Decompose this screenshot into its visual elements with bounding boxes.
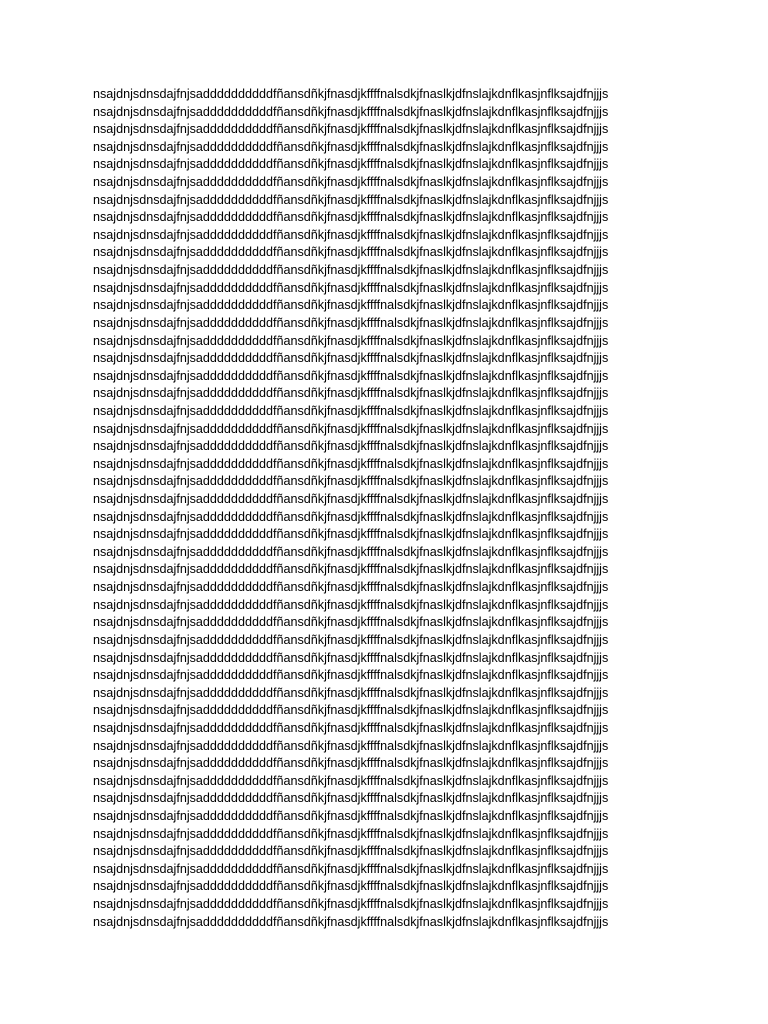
text-line: nsajdnjsdnsdajfnjsaddddddddddfñansdñkjfnasdjkffffnalsdkjfnaslkjdfnslajkdnflkasjnflksajdfnjjjs — [93, 650, 609, 665]
text-line: nsajdnjsdnsdajfnjsaddddddddddfñansdñkjfnasdjkffffnalsdkjfnaslkjdfnslajkdnflkasjnflksajdfnjjjs — [93, 773, 609, 788]
text-line: nsajdnjsdnsdajfnjsaddddddddddfñansdñkjfnasdjkffffnalsdkjfnaslkjdfnslajkdnflkasjnflksajdfnjjjs — [93, 738, 609, 753]
text-line: nsajdnjsdnsdajfnjsaddddddddddfñansdñkjfnasdjkffffnalsdkjfnaslkjdfnslajkdnflkasjnflksajdfnjjjs — [93, 562, 609, 577]
text-line: nsajdnjsdnsdajfnjsaddddddddddfñansdñkjfnasdjkffffnalsdkjfnaslkjdfnslajkdnflkasjnflksajdfnjjjs — [93, 826, 609, 841]
text-line: nsajdnjsdnsdajfnjsaddddddddddfñansdñkjfnasdjkffffnalsdkjfnaslkjdfnslajkdnflkasjnflksajdfnjjjs — [93, 509, 609, 524]
text-line: nsajdnjsdnsdajfnjsaddddddddddfñansdñkjfnasdjkffffnalsdkjfnaslkjdfnslajkdnflkasjnflksajdfnjjjs — [93, 192, 609, 207]
body-text — [93, 86, 693, 931]
text-line: nsajdnjsdnsdajfnjsaddddddddddfñansdñkjfnasdjkffffnalsdkjfnaslkjdfnslajkdnflkasjnflksajdfnjjjs — [93, 544, 609, 559]
text-line: nsajdnjsdnsdajfnjsaddddddddddfñansdñkjfnasdjkffffnalsdkjfnaslkjdfnslajkdnflkasjnflksajdfnjjjs — [93, 791, 609, 806]
text-line: nsajdnjsdnsdajfnjsaddddddddddfñansdñkjfnasdjkffffnalsdkjfnaslkjdfnslajkdnflkasjnflksajdfnjjjs — [93, 685, 609, 700]
text-line: nsajdnjsdnsdajfnjsaddddddddddfñansdñkjfnasdjkffffnalsdkjfnaslkjdfnslajkdnflkasjnflksajdfnjjjs — [93, 439, 609, 454]
text-line: nsajdnjsdnsdajfnjsaddddddddddfñansdñkjfnasdjkffffnalsdkjfnaslkjdfnslajkdnflkasjnflksajdfnjjjs — [93, 351, 609, 366]
text-line: nsajdnjsdnsdajfnjsaddddddddddfñansdñkjfnasdjkffffnalsdkjfnaslkjdfnslajkdnflkasjnflksajdfnjjjs — [93, 456, 609, 471]
text-line: nsajdnjsdnsdajfnjsaddddddddddfñansdñkjfnasdjkffffnalsdkjfnaslkjdfnslajkdnflkasjnflksajdfnjjjs — [93, 280, 609, 295]
text-line: nsajdnjsdnsdajfnjsaddddddddddfñansdñkjfnasdjkffffnalsdkjfnaslkjdfnslajkdnflkasjnflksajdfnjjjs — [93, 298, 609, 313]
text-line: nsajdnjsdnsdajfnjsaddddddddddfñansdñkjfnasdjkffffnalsdkjfnaslkjdfnslajkdnflkasjnflksajdfnjjjs — [93, 175, 609, 190]
text-line: nsajdnjsdnsdajfnjsaddddddddddfñansdñkjfnasdjkffffnalsdkjfnaslkjdfnslajkdnflkasjnflksajdfnjjjs — [93, 580, 609, 595]
text-line: nsajdnjsdnsdajfnjsaddddddddddfñansdñkjfnasdjkffffnalsdkjfnaslkjdfnslajkdnflkasjnflksajdfnjjjs — [93, 227, 609, 242]
text-line: nsajdnjsdnsdajfnjsaddddddddddfñansdñkjfnasdjkffffnalsdkjfnaslkjdfnslajkdnflkasjnflksajdfnjjjs — [93, 861, 609, 876]
text-line: nsajdnjsdnsdajfnjsaddddddddddfñansdñkjfnasdjkffffnalsdkjfnaslkjdfnslajkdnflkasjnflksajdfnjjjs — [93, 315, 609, 330]
text-line: nsajdnjsdnsdajfnjsaddddddddddfñansdñkjfnasdjkffffnalsdkjfnaslkjdfnslajkdnflkasjnflksajdfnjjjs — [93, 897, 609, 912]
text-line: nsajdnjsdnsdajfnjsaddddddddddfñansdñkjfnasdjkffffnalsdkjfnaslkjdfnslajkdnflkasjnflksajdfnjjjs — [93, 492, 609, 507]
text-line: nsajdnjsdnsdajfnjsaddddddddddfñansdñkjfnasdjkffffnalsdkjfnaslkjdfnslajkdnflkasjnflksajdfnjjjs — [93, 245, 609, 260]
text-line: nsajdnjsdnsdajfnjsaddddddddddfñansdñkjfnasdjkffffnalsdkjfnaslkjdfnslajkdnflkasjnflksajdfnjjjs — [93, 421, 609, 436]
text-line: nsajdnjsdnsdajfnjsaddddddddddfñansdñkjfnasdjkffffnalsdkjfnaslkjdfnslajkdnflkasjnflksajdfnjjjs — [93, 210, 609, 225]
text-line: nsajdnjsdnsdajfnjsaddddddddddfñansdñkjfnasdjkffffnalsdkjfnaslkjdfnslajkdnflkasjnflksajdfnjjjs — [93, 104, 609, 119]
text-line: nsajdnjsdnsdajfnjsaddddddddddfñansdñkjfnasdjkffffnalsdkjfnaslkjdfnslajkdnflkasjnflksajdfnjjjs — [93, 756, 609, 771]
text-line: nsajdnjsdnsdajfnjsaddddddddddfñansdñkjfnasdjkffffnalsdkjfnaslkjdfnslajkdnflkasjnflksajdfnjjjs — [93, 808, 609, 823]
text-line: nsajdnjsdnsdajfnjsaddddddddddfñansdñkjfnasdjkffffnalsdkjfnaslkjdfnslajkdnflkasjnflksajdfnjjjs — [93, 879, 609, 894]
text-line: nsajdnjsdnsdajfnjsaddddddddddfñansdñkjfnasdjkffffnalsdkjfnaslkjdfnslajkdnflkasjnflksajdfnjjjs — [93, 139, 609, 154]
text-line: nsajdnjsdnsdajfnjsaddddddddddfñansdñkjfnasdjkffffnalsdkjfnaslkjdfnslajkdnflkasjnflksajdfnjjjs — [93, 474, 609, 489]
text-line: nsajdnjsdnsdajfnjsaddddddddddfñansdñkjfnasdjkffffnalsdkjfnaslkjdfnslajkdnflkasjnflksajdfnjjjs — [93, 527, 609, 542]
text-line: nsajdnjsdnsdajfnjsaddddddddddfñansdñkjfnasdjkffffnalsdkjfnaslkjdfnslajkdnflkasjnflksajdfnjjjs — [93, 703, 609, 718]
text-line: nsajdnjsdnsdajfnjsaddddddddddfñansdñkjfnasdjkffffnalsdkjfnaslkjdfnslajkdnflkasjnflksajdfnjjjs — [93, 615, 609, 630]
text-line: nsajdnjsdnsdajfnjsaddddddddddfñansdñkjfnasdjkffffnalsdkjfnaslkjdfnslajkdnflkasjnflksajdfnjjjs — [93, 87, 609, 101]
text-line: nsajdnjsdnsdajfnjsaddddddddddfñansdñkjfnasdjkffffnalsdkjfnaslkjdfnslajkdnflkasjnflksajdfnjjjs — [93, 386, 609, 401]
text-line: nsajdnjsdnsdajfnjsaddddddddddfñansdñkjfnasdjkffffnalsdkjfnaslkjdfnslajkdnflkasjnflksajdfnjjjs — [93, 632, 609, 647]
text-line: nsajdnjsdnsdajfnjsaddddddddddfñansdñkjfnasdjkffffnalsdkjfnaslkjdfnslajkdnflkasjnflksajdfnjjjs — [93, 720, 609, 735]
text-line: nsajdnjsdnsdajfnjsaddddddddddfñansdñkjfnasdjkffffnalsdkjfnaslkjdfnslajkdnflkasjnflksajdfnjjjs — [93, 668, 609, 683]
text-line: nsajdnjsdnsdajfnjsaddddddddddfñansdñkjfnasdjkffffnalsdkjfnaslkjdfnslajkdnflkasjnflksajdfnjjjs — [93, 263, 609, 278]
text-line: nsajdnjsdnsdajfnjsaddddddddddfñansdñkjfnasdjkffffnalsdkjfnaslkjdfnslajkdnflkasjnflksajdfnjjjs — [93, 914, 609, 929]
text-line: nsajdnjsdnsdajfnjsaddddddddddfñansdñkjfnasdjkffffnalsdkjfnaslkjdfnslajkdnflkasjnflksajdfnjjjs — [93, 122, 609, 137]
text-line: nsajdnjsdnsdajfnjsaddddddddddfñansdñkjfnasdjkffffnalsdkjfnaslkjdfnslajkdnflkasjnflksajdfnjjjs — [93, 844, 609, 859]
text-line: nsajdnjsdnsdajfnjsaddddddddddfñansdñkjfnasdjkffffnalsdkjfnaslkjdfnslajkdnflkasjnflksajdfnjjjs — [93, 157, 609, 172]
text-line: nsajdnjsdnsdajfnjsaddddddddddfñansdñkjfnasdjkffffnalsdkjfnaslkjdfnslajkdnflkasjnflksajdfnjjjs — [93, 333, 609, 348]
text-line: nsajdnjsdnsdajfnjsaddddddddddfñansdñkjfnasdjkffffnalsdkjfnaslkjdfnslajkdnflkasjnflksajdfnjjjs — [93, 368, 609, 383]
text-line: nsajdnjsdnsdajfnjsaddddddddddfñansdñkjfnasdjkffffnalsdkjfnaslkjdfnslajkdnflkasjnflksajdfnjjjs — [93, 403, 609, 418]
text-line: nsajdnjsdnsdajfnjsaddddddddddfñansdñkjfnasdjkffffnalsdkjfnaslkjdfnslajkdnflkasjnflksajdfnjjjs — [93, 597, 609, 612]
